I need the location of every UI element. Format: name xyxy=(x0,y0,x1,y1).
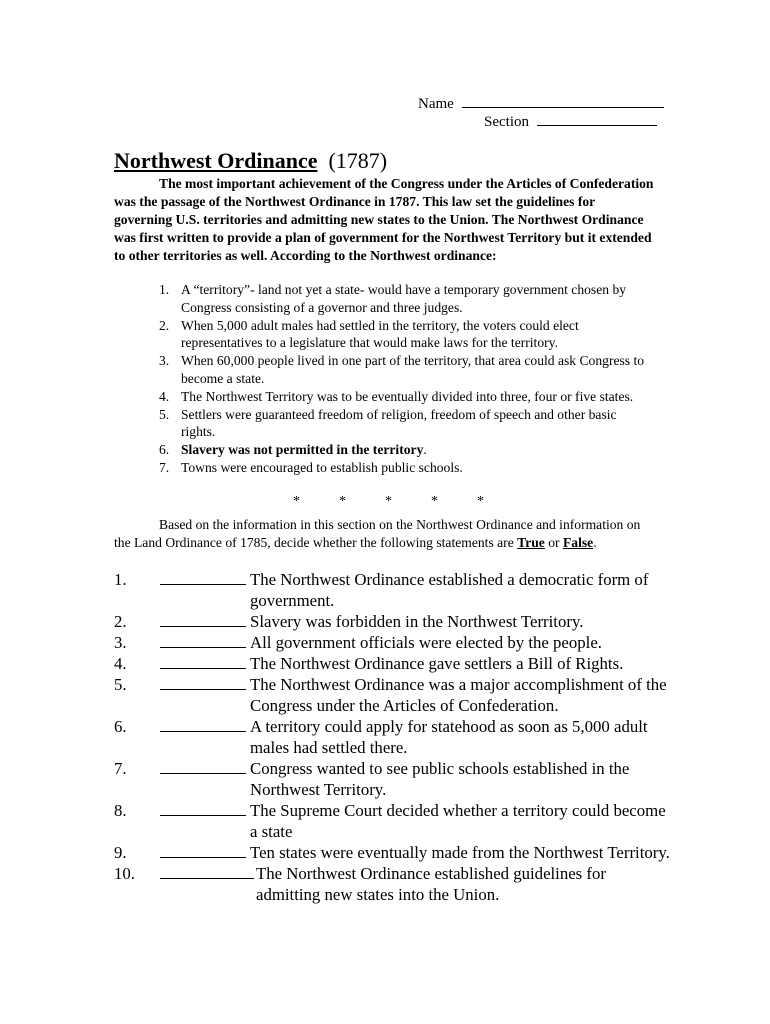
provision-text: The Northwest Territory was to be eventually divided into three, four or five states. xyxy=(181,388,634,404)
answer-blank[interactable] xyxy=(160,731,246,732)
answer-blank[interactable] xyxy=(160,647,246,648)
statement-text: Ten states were eventually made from the Northwest Territory. xyxy=(250,843,670,862)
statement-text: Slavery was forbidden in the Northwest Territory. xyxy=(250,612,584,631)
statement-text: The Northwest Ordinance was a major accomplishment of the Congress under the Articles of Confederation. xyxy=(250,675,667,715)
statement-number: 4. xyxy=(114,654,127,673)
statement-text: The Northwest Ordinance established guidelines for admitting new states into the Union. xyxy=(256,864,606,904)
answer-blank[interactable] xyxy=(160,626,246,627)
provision-text: A “territory”- land not yet a state- would have a temporary government chosen by Congress consisting of a governor and three judges. xyxy=(181,282,627,315)
name-blank-line[interactable] xyxy=(462,94,664,108)
title-year: (1787) xyxy=(328,148,388,173)
statement-text: The Northwest Ordinance established a democratic form of government. xyxy=(250,570,649,610)
answer-blank[interactable] xyxy=(160,689,246,690)
answer-blank[interactable] xyxy=(160,857,246,858)
provision-item xyxy=(159,352,649,388)
statement-item xyxy=(114,632,674,653)
statement-item xyxy=(114,800,674,842)
name-field-row xyxy=(418,94,664,113)
section-field-row xyxy=(484,112,657,131)
provision-number: 6. xyxy=(159,442,170,458)
statement-item xyxy=(114,674,674,716)
provision-text: Slavery was not permitted in the territory xyxy=(181,442,424,458)
statement-number: 3. xyxy=(114,633,127,652)
provision-item xyxy=(159,441,649,459)
statement-number: 8. xyxy=(114,801,127,820)
provision-number: 2. xyxy=(159,317,170,333)
intro-text: The most important achievement of the Congress under the Articles of Confederation was the passage of the Northwest Ordinance in 1787. This law set the guidelines for governing U.S. territories and admitting new states to the Union. The Northwest Ordinance was first written to provide a plan of government for the Northwest Territory but it extended to other territories as well. According to the Northwest ordinance: xyxy=(114,176,654,263)
answer-blank[interactable] xyxy=(160,815,246,816)
statement-number: 1. xyxy=(114,570,127,589)
provision-text: Towns were encouraged to establish public schools. xyxy=(181,459,463,475)
provision-text: Settlers were guaranteed freedom of religion, freedom of speech and other basic rights. xyxy=(181,406,617,440)
section-label: Section xyxy=(484,114,529,130)
statement-text: Congress wanted to see public schools established in the Northwest Territory. xyxy=(250,759,630,799)
statement-number: 10. xyxy=(114,864,135,883)
divider-star: * xyxy=(293,494,300,509)
divider-star: * xyxy=(431,494,438,509)
provision-item xyxy=(159,281,649,317)
statement-number: 9. xyxy=(114,843,127,862)
false-word: False xyxy=(562,535,594,550)
answer-blank[interactable] xyxy=(160,878,254,879)
provision-number: 4. xyxy=(159,388,170,404)
title-main: Northwest Ordinance xyxy=(114,148,318,173)
divider-star: * xyxy=(477,494,484,509)
statement-item xyxy=(114,716,674,758)
provision-text: When 60,000 people lived in one part of the territory, that area could ask Congress to become a state. xyxy=(181,353,645,386)
divider-star: * xyxy=(339,494,346,509)
statement-item xyxy=(114,569,674,611)
provisions-list xyxy=(159,281,649,477)
provision-text: When 5,000 adult males had settled in the territory, the voters could elect representatives to a legislature that would make laws for the territory. xyxy=(181,317,579,351)
provision-number: 7. xyxy=(159,459,170,475)
provision-suffix: . xyxy=(423,442,427,458)
statement-text: The Supreme Court decided whether a territory could become a state xyxy=(250,801,666,841)
or-word: or xyxy=(548,535,560,550)
provision-number: 5. xyxy=(159,406,170,422)
true-word: True xyxy=(517,535,545,550)
provision-number: 3. xyxy=(159,353,170,369)
intro-paragraph xyxy=(114,175,654,265)
instructions-text: Based on the information in this section on the Northwest Ordinance and information on the Land Ordinance of 1785, decide whether the following statements are xyxy=(114,517,641,550)
statement-number: 6. xyxy=(114,717,127,736)
answer-blank[interactable] xyxy=(160,584,246,585)
provision-number: 1. xyxy=(159,282,170,297)
statement-item xyxy=(114,842,674,863)
statement-item xyxy=(114,863,674,905)
statement-number: 5. xyxy=(114,675,127,694)
section-blank-line[interactable] xyxy=(537,112,657,126)
provision-item xyxy=(159,388,649,406)
divider-star: * xyxy=(385,494,392,509)
statement-item xyxy=(114,653,674,674)
name-label: Name xyxy=(418,96,454,112)
provision-item xyxy=(159,317,649,353)
statement-item xyxy=(114,758,674,800)
answer-blank[interactable] xyxy=(160,668,246,669)
statement-number: 7. xyxy=(114,759,127,778)
answer-blank[interactable] xyxy=(160,773,246,774)
instructions-paragraph xyxy=(114,516,659,552)
statement-text: A territory could apply for statehood as soon as 5,000 adult males had settled there. xyxy=(250,717,648,757)
statement-text: All government officials were elected by the people. xyxy=(250,633,602,652)
instructions-end: . xyxy=(593,535,597,550)
provision-item xyxy=(159,459,649,477)
true-false-statements-list xyxy=(114,569,674,905)
provision-item xyxy=(159,406,649,442)
page-title xyxy=(114,148,387,174)
statement-item xyxy=(114,611,674,632)
statement-text: The Northwest Ordinance gave settlers a Bill of Rights. xyxy=(250,654,624,673)
statement-number: 2. xyxy=(114,612,127,631)
section-divider-stars xyxy=(293,494,523,510)
